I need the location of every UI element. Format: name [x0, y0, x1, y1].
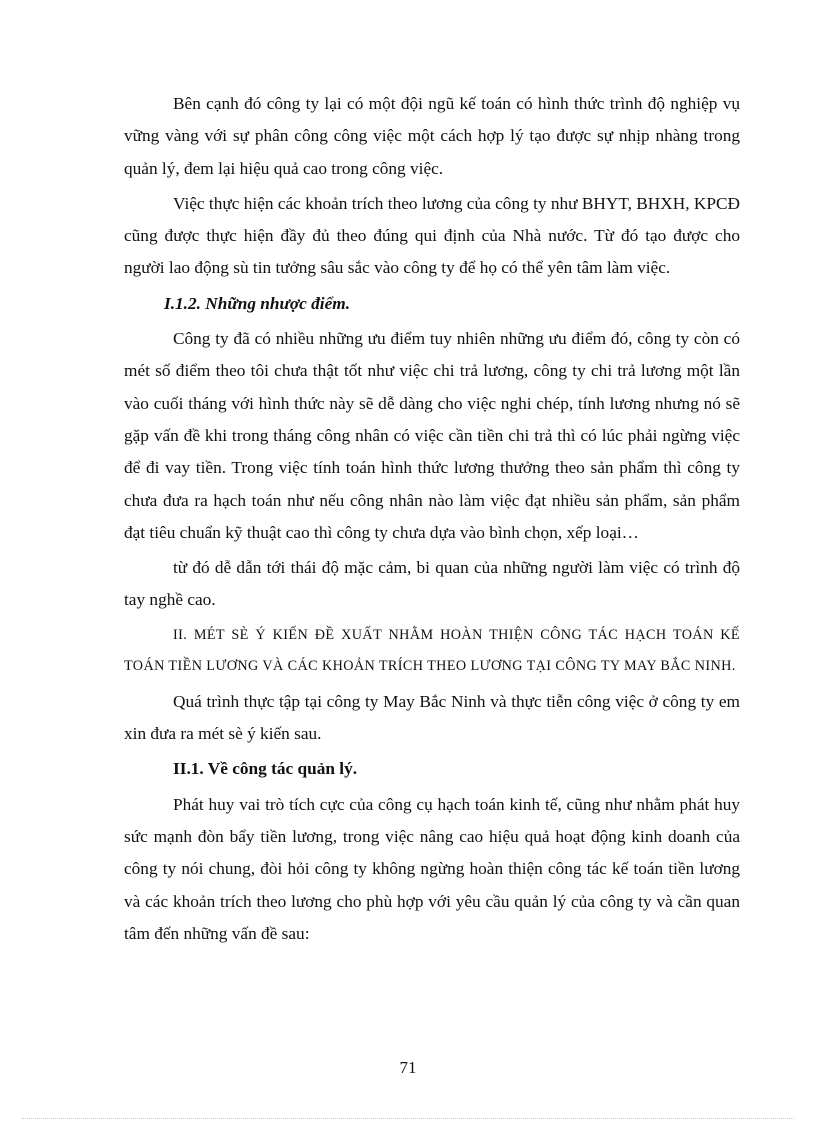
paragraph-management: Phát huy vai trò tích cực của công cụ hạch toán kinh tế, cũng như nhằm phát huy sức mạnh đòn bẩy tiền lương, trong việc nâng cao hiệu quả hoạt động kinh doanh của công ty nói chung, đòi hỏi công ty không ngừng hoàn thiện công tác kế toán tiền lương và các khoản trích theo lương cho phù hợp với yêu cầu quản lý của công ty và cần quan tâm đến những vấn đề sau: [124, 794, 740, 943]
page-bottom-rule [22, 1118, 794, 1119]
heading-management: II.1. Về công tác quản lý. [173, 759, 358, 779]
heading-weaknesses: I.1.2. Những nhược điểm. [164, 293, 351, 313]
paragraph-internship: Quá trình thực tập tại công ty May Bắc Ninh và thực tiễn công việc ở công ty em xin đưa ra mét sè ý kiến sau. [124, 691, 740, 744]
page-number: 71 [399, 1058, 417, 1077]
document-page [124, 88, 740, 953]
paragraph-weaknesses: Công ty đã có nhiều những ưu điểm tuy nhiên những ưu điểm đó, công ty còn có mét số điểm theo tôi chưa thật tốt như việc chi trả lương, công ty chi trả lương một lần vào cuối tháng với hình thức này sẽ dễ dàng cho việc nghi chép, tính lương nhưng nó sẽ gặp vấn đề khi trong tháng công nhân có việc cần tiền chi trả thì có lúc phải ngừng việc để đi vay tiền. Trong việc tính toán hình thức lương thưởng theo sản phẩm thì công ty chưa đưa ra hạch toán như nếu công nhân nào làm việc đạt nhiều sản phẩm, sản phẩm đạt tiêu chuẩn kỹ thuật cao thì công ty chưa dựa vào bình chọn, xếp loại… [124, 329, 740, 542]
paragraph-accounting-team: Bên cạnh đó công ty lại có một đội ngũ kế toán có hình thức trình độ nghiệp vụ vững vàng với sự phân công công việc một cách hợp lý tạo được sự nhịp nhàng trong quản lý, đem lại hiệu quả cao trong công việc. [124, 94, 740, 178]
paragraph-consequence: từ đó dễ dẫn tới thái độ mặc cảm, bi quan của những người làm việc có trình độ tay nghề cao. [124, 558, 740, 610]
section-heading-proposals: II. MÉT SÈ Ý KIẾN ĐỀ XUẤT NHẰM HOÀN THIỆN CÔNG TÁC HẠCH TOÁN KẾ TOÁN TIỀN LƯƠNG VÀ CÁC KHOẢN TRÍCH THEO LƯƠNG TẠI CÔNG TY MAY BẮC NINH. [124, 626, 740, 675]
paragraph-salary-deductions: Việc thực hiện các khoản trích theo lương của công ty như BHYT, BHXH, KPCĐ cũng được thực hiện đầy đủ theo đúng qui định của Nhà nước. Từ đó tạo được cho người lao động sù tin tưởng sâu sắc vào công ty để họ có thể yên tâm làm việc. [124, 193, 740, 278]
